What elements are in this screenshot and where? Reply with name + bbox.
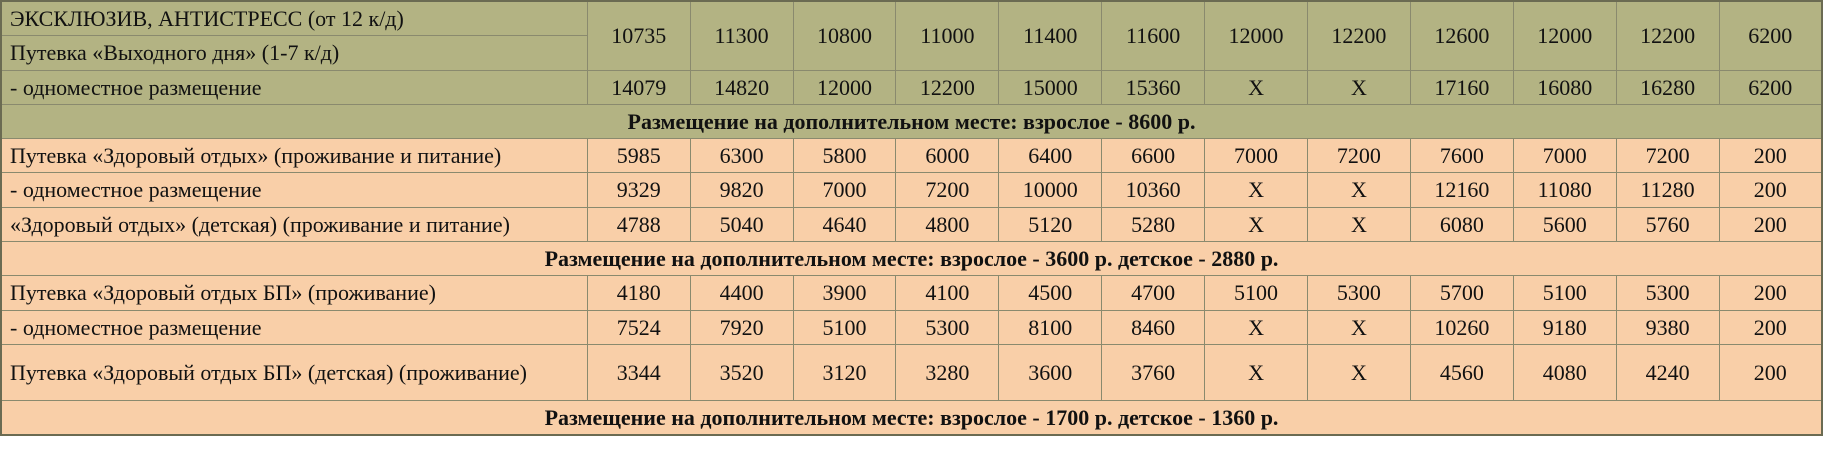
row-value: 200 — [1719, 139, 1822, 173]
table-row — [1, 400, 1822, 435]
row-value: 12200 — [1307, 1, 1410, 70]
row-value: 5300 — [1307, 276, 1410, 310]
row-value: 16280 — [1616, 70, 1719, 104]
row-value: X — [1205, 310, 1308, 344]
table-row — [1, 242, 1822, 276]
row-value: 3600 — [999, 344, 1102, 400]
row-value: 200 — [1719, 310, 1822, 344]
row-value: 3344 — [587, 344, 690, 400]
row-value: 5300 — [896, 310, 999, 344]
row-value: 200 — [1719, 173, 1822, 207]
row-value: 4080 — [1513, 344, 1616, 400]
row-value: 6600 — [1102, 139, 1205, 173]
table-row — [1, 344, 1822, 400]
row-value: 10000 — [999, 173, 1102, 207]
row-value: 8100 — [999, 310, 1102, 344]
row-value: 14079 — [587, 70, 690, 104]
row-value: 4100 — [896, 276, 999, 310]
row-value: 7000 — [1205, 139, 1308, 173]
row-value: 4640 — [793, 207, 896, 241]
row-value: 4180 — [587, 276, 690, 310]
table-row — [1, 310, 1822, 344]
row-value: 5040 — [690, 207, 793, 241]
row-value: 5700 — [1410, 276, 1513, 310]
row-value: X — [1307, 207, 1410, 241]
row-value: X — [1205, 344, 1308, 400]
row-value: 5100 — [1205, 276, 1308, 310]
row-value: 12000 — [793, 70, 896, 104]
row-label: «Здоровый отдых» (детская) (проживание и питание) — [1, 207, 587, 241]
row-value: 12200 — [896, 70, 999, 104]
row-value: 3120 — [793, 344, 896, 400]
row-value: 5120 — [999, 207, 1102, 241]
table-row — [1, 276, 1822, 310]
row-value: 5760 — [1616, 207, 1719, 241]
row-value: 12160 — [1410, 173, 1513, 207]
table-row — [1, 104, 1822, 138]
row-value: 11400 — [999, 1, 1102, 70]
row-label: - одноместное размещение — [1, 310, 587, 344]
row-label: - одноместное размещение — [1, 70, 587, 104]
section-banner: Размещение на дополнительном месте: взрослое - 8600 р. — [1, 104, 1822, 138]
row-value: 5985 — [587, 139, 690, 173]
row-value: 9820 — [690, 173, 793, 207]
row-value: 12000 — [1513, 1, 1616, 70]
row-value: 9329 — [587, 173, 690, 207]
row-value: 12600 — [1410, 1, 1513, 70]
row-value: 7000 — [1513, 139, 1616, 173]
row-value: 4240 — [1616, 344, 1719, 400]
row-value: 6300 — [690, 139, 793, 173]
row-value: 15000 — [999, 70, 1102, 104]
row-value: 3520 — [690, 344, 793, 400]
row-value: 9180 — [1513, 310, 1616, 344]
row-label: - одноместное размещение — [1, 173, 587, 207]
row-value: 6000 — [896, 139, 999, 173]
row-value: 9380 — [1616, 310, 1719, 344]
row-value: X — [1205, 207, 1308, 241]
row-value: 8460 — [1102, 310, 1205, 344]
row-value: 4788 — [587, 207, 690, 241]
row-value: 12000 — [1205, 1, 1308, 70]
row-value: X — [1307, 344, 1410, 400]
row-value: 4400 — [690, 276, 793, 310]
row-value: X — [1205, 70, 1308, 104]
row-value: 6400 — [999, 139, 1102, 173]
row-value: X — [1307, 310, 1410, 344]
row-value: 6080 — [1410, 207, 1513, 241]
row-value: 5280 — [1102, 207, 1205, 241]
row-value: 5600 — [1513, 207, 1616, 241]
row-value: 4500 — [999, 276, 1102, 310]
table-row — [1, 173, 1822, 207]
row-value: 11300 — [690, 1, 793, 70]
row-value: 6200 — [1719, 1, 1822, 70]
row-value: 3280 — [896, 344, 999, 400]
row-value: X — [1205, 173, 1308, 207]
table-row — [1, 139, 1822, 173]
row-value: 7600 — [1410, 139, 1513, 173]
row-value: 5300 — [1616, 276, 1719, 310]
row-value: 7000 — [793, 173, 896, 207]
row-label: Путевка «Здоровый отдых БП» (проживание) — [1, 276, 587, 310]
row-value: 10735 — [587, 1, 690, 70]
row-value: 7200 — [1307, 139, 1410, 173]
section-banner: Размещение на дополнительном месте: взрослое - 1700 р. детское - 1360 р. — [1, 400, 1822, 435]
row-label: Путевка «Здоровый отдых» (проживание и питание) — [1, 139, 587, 173]
row-label: ЭКСКЛЮЗИВ, АНТИСТРЕСС (от 12 к/д) — [1, 1, 587, 36]
row-value: 11600 — [1102, 1, 1205, 70]
row-value: 7200 — [1616, 139, 1719, 173]
row-value: 12200 — [1616, 1, 1719, 70]
row-value: 15360 — [1102, 70, 1205, 104]
row-value: 5800 — [793, 139, 896, 173]
row-value: 7920 — [690, 310, 793, 344]
row-value: 11000 — [896, 1, 999, 70]
row-value: 4560 — [1410, 344, 1513, 400]
row-label: Путевка «Выходного дня» (1-7 к/д) — [1, 36, 587, 70]
row-value: 200 — [1719, 276, 1822, 310]
row-label: Путевка «Здоровый отдых БП» (детская) (проживание) — [1, 344, 587, 400]
row-value: 14820 — [690, 70, 793, 104]
row-value: 16080 — [1513, 70, 1616, 104]
section-banner: Размещение на дополнительном месте: взрослое - 3600 р. детское - 2880 р. — [1, 242, 1822, 276]
row-value: 10360 — [1102, 173, 1205, 207]
row-value: 5100 — [1513, 276, 1616, 310]
row-value: 10260 — [1410, 310, 1513, 344]
row-value: 5100 — [793, 310, 896, 344]
table-row — [1, 207, 1822, 241]
row-value: 7524 — [587, 310, 690, 344]
row-value: 11280 — [1616, 173, 1719, 207]
row-value: 6200 — [1719, 70, 1822, 104]
row-value: 7200 — [896, 173, 999, 207]
table-row — [1, 70, 1822, 104]
row-value: X — [1307, 173, 1410, 207]
row-value: 11080 — [1513, 173, 1616, 207]
row-value: X — [1307, 70, 1410, 104]
row-value: 3760 — [1102, 344, 1205, 400]
row-value: 3900 — [793, 276, 896, 310]
row-value: 200 — [1719, 207, 1822, 241]
row-value: 17160 — [1410, 70, 1513, 104]
row-value: 4800 — [896, 207, 999, 241]
table-row — [1, 1, 1822, 36]
row-value: 10800 — [793, 1, 896, 70]
row-value: 4700 — [1102, 276, 1205, 310]
row-value: 200 — [1719, 344, 1822, 400]
